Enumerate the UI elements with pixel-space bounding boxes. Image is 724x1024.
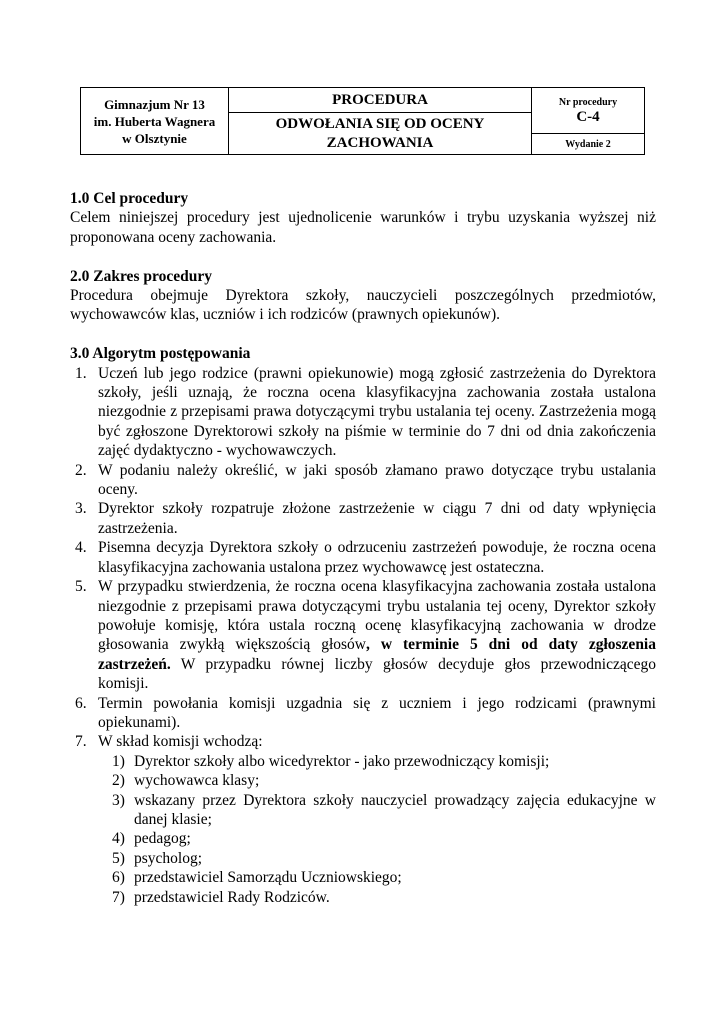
sub-list-item-text: pedagog; <box>134 830 191 848</box>
list-item-text: W podaniu należy określić, w jaki sposób złamano prawo dotyczące trybu ustalania oceny. <box>98 461 656 499</box>
section-1-text: Celem niniejszej procedury jest ujednolicenie warunków i trybu uzyskania wyższej niż proponowana oceny zachowania. <box>70 209 656 246</box>
list-item-text: W przypadku stwierdzenia, że roczna ocena klasyfikacyjna zachowania została ustalona niezgodnie z przepisami prawa dotyczącymi trybu ustalania tej oceny, Dyrektor szkoły powołuje komisję, która ustala roczną ocenę klasyfikacyjną zachowania w drodze głosowania zwykłą większością głosów <box>98 578 656 654</box>
school-name-line1: Gimnazjum Nr 13 <box>104 96 205 112</box>
section-2-title: 2.0 Zakres procedury <box>70 267 212 285</box>
procedure-number-label: Nr procedury <box>558 96 618 108</box>
section-3-title: 3.0 Algorytm postępowania <box>70 345 251 363</box>
procedure-header-table <box>80 87 645 155</box>
procedure-title <box>229 113 531 154</box>
section-2-text: Procedura obejmuje Dyrektora szkoły, nauczycieli poszczególnych przedmiotów, wychowawców klas, uczniów i ich rodziców (prawnych opiekunów). <box>70 287 656 324</box>
sub-list-item <box>70 771 656 790</box>
sub-list-item-text: przedstawiciel Rady Rodziców. <box>134 888 330 906</box>
list-item <box>70 538 656 577</box>
list-item-emphasis: , w terminie 5 dni od daty zgłoszenia zastrzeżeń. <box>98 636 656 673</box>
list-item-number: 1. <box>75 364 87 382</box>
list-item-text: Pisemna decyzja Dyrektora szkoły o odrzuceniu zastrzeżeń powoduje, że roczna ocena klasyfikacyjna zachowania ustalona przez wychowawcę jest ostateczna. <box>98 539 656 576</box>
procedure-steps-list <box>70 364 656 752</box>
sub-list-item-number: 1) <box>112 752 125 770</box>
list-item <box>70 461 656 500</box>
list-item <box>70 499 656 538</box>
list-item-number: 4. <box>75 539 87 557</box>
list-item-number: 3. <box>75 500 87 518</box>
list-item <box>70 732 656 751</box>
procedure-label: PROCEDURA <box>229 88 531 113</box>
list-item <box>70 694 656 733</box>
school-name-line2: im. Huberta Wagnera <box>93 113 216 129</box>
list-item-number: 6. <box>75 694 87 712</box>
committee-members-list <box>70 752 656 907</box>
section-1-title: 1.0 Cel procedury <box>70 190 189 207</box>
spacer <box>70 247 656 266</box>
sub-list-item-number: 6) <box>112 869 125 887</box>
list-item-number: 2. <box>75 461 87 479</box>
procedure-number-box <box>532 88 644 134</box>
list-item-text-continued: W przypadku równej liczby głosów decyduje głos przewodniczącego komisji. <box>98 655 656 693</box>
sub-list-item-text: przedstawiciel Samorządu Uczniowskiego; <box>134 869 402 887</box>
sub-list-item <box>70 829 656 848</box>
procedure-title-line1: ODWOŁANIA SIĘ OD OCENY <box>275 115 485 132</box>
sub-list-item <box>70 849 656 868</box>
procedure-number-value: C-4 <box>576 108 600 125</box>
sub-list-item-text: wychowawca klasy; <box>134 772 260 790</box>
sub-list-item <box>70 752 656 771</box>
sub-list-item-number: 2) <box>112 772 125 790</box>
sub-list-item-text: psycholog; <box>134 849 203 867</box>
list-item-text: W skład komisji wchodzą: <box>98 733 263 751</box>
procedure-title-cell <box>229 88 532 154</box>
sub-list-item <box>70 868 656 887</box>
list-item-text: Dyrektor szkoły rozpatruje złożone zastrzeżenie w ciągu 7 dni od daty wpłynięcia zastrzeżenia. <box>98 500 656 537</box>
sub-list-item <box>70 791 656 830</box>
sub-list-item-number: 4) <box>112 830 125 848</box>
list-item-number: 5. <box>75 578 87 596</box>
list-item <box>70 364 656 461</box>
procedure-title-line2: ZACHOWANIA <box>326 134 434 151</box>
list-item <box>70 577 656 693</box>
sub-list-item <box>70 888 656 907</box>
sub-list-item-number: 5) <box>112 849 125 867</box>
sub-list-item-number: 7) <box>112 888 125 906</box>
list-item-text: Termin powołania komisji uzgadnia się z uczniem i jego rodzicami (prawnymi opiekunami). <box>98 694 656 731</box>
sub-list-item-text: Dyrektor szkoły albo wicedyrektor - jako przewodniczący komisji; <box>134 752 550 770</box>
procedure-number-cell <box>532 88 644 154</box>
document-body <box>70 189 656 907</box>
list-item-number: 7. <box>75 733 87 751</box>
list-item-text: Uczeń lub jego rodzice (prawni opiekunowie) mogą zgłosić zastrzeżenia do Dyrektora szkoły, jeśli uznają, że roczna ocena klasyfikacyjna zachowania została ustalona niezgodnie z przepisami prawa dotyczącymi trybu ustalania tej oceny. Zastrzeżenia mogą być zgłoszone Dyrektorowi szkoły na piśmie w terminie do 7 dni od dnia zakończenia zajęć dydaktyczno - wychowawczych. <box>98 364 656 460</box>
school-name-cell <box>81 88 229 154</box>
school-name-line3: w Olsztynie <box>122 130 187 146</box>
sub-list-item-text: wskazany przez Dyrektora szkoły nauczyciel prowadzący zajęcia edukacyjne w danej klasie; <box>134 791 656 828</box>
spacer <box>70 325 656 344</box>
sub-list-item-number: 3) <box>112 791 125 809</box>
edition-label: Wydanie 2 <box>565 138 611 150</box>
